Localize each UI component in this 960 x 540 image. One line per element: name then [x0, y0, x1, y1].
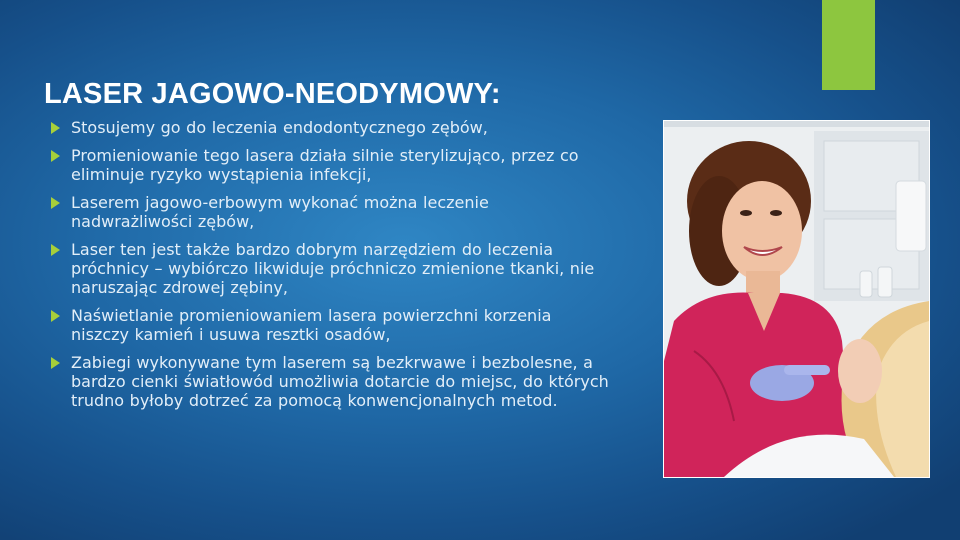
bullet-text: Naświetlanie promieniowaniem lasera powierzchni korzenia niszczy kamień i usuwa resztki osadów,	[71, 306, 552, 344]
play-triangle-icon	[51, 150, 60, 162]
bullet-text: Laserem jagowo-erbowym wykonać można leczenie nadwrażliwości zębów,	[71, 193, 489, 231]
bullet-text: Stosujemy go do leczenia endodontycznego zębów,	[71, 118, 488, 137]
bullet-text: Zabiegi wykonywane tym laserem są bezkrwawe i bezbolesne, a bardzo cienki światłowód umożliwia dotarcie do miejsc, do których trudno byłoby dotrzeć za pomocą konwencjonalnych metod.	[71, 353, 609, 410]
bullet-text: Promieniowanie tego lasera działa silnie sterylizująco, przez co eliminuje ryzyko wystąpienia infekcji,	[71, 146, 579, 184]
bullet-list	[50, 118, 610, 419]
dentist-illustration	[664, 121, 929, 477]
play-triangle-icon	[51, 244, 60, 256]
play-triangle-icon	[51, 197, 60, 209]
bullet-item	[50, 193, 610, 231]
play-triangle-icon	[51, 357, 60, 369]
slide-title: LASER JAGOWO-NEODYMOWY:	[44, 78, 501, 110]
play-triangle-icon	[51, 310, 60, 322]
bullet-item	[50, 240, 610, 297]
accent-bar	[822, 0, 875, 90]
bullet-item	[50, 306, 610, 344]
bullet-item	[50, 146, 610, 184]
bullet-text: Laser ten jest także bardzo dobrym narzędziem do leczenia próchnicy – wybiórczo likwiduje próchniczo zmienione tkanki, nie naruszając zdrowej zębiny,	[71, 240, 595, 297]
dentist-photo	[663, 120, 930, 478]
play-triangle-icon	[51, 122, 60, 134]
bullet-item	[50, 353, 610, 410]
bullet-item	[50, 118, 610, 137]
